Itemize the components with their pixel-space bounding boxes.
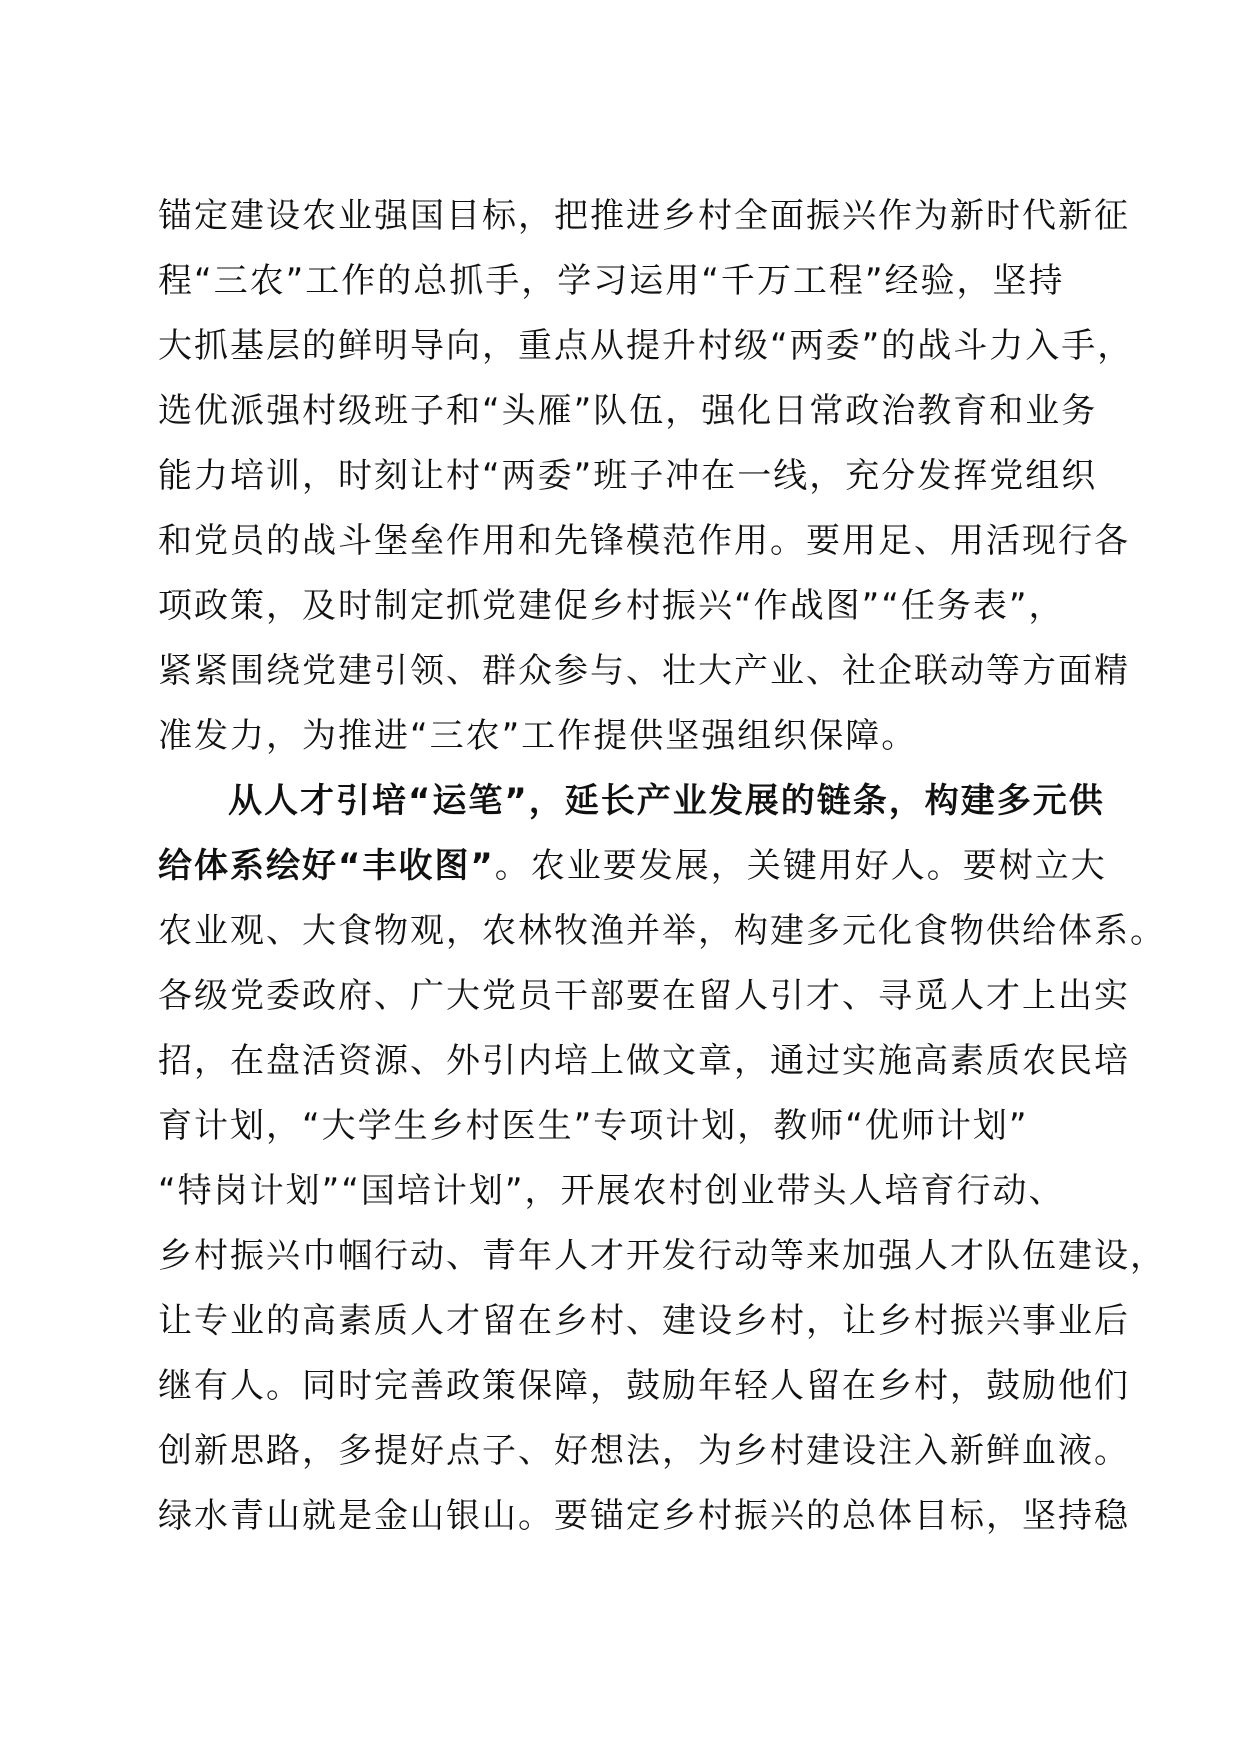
paragraph-1-line: 锚定建设农业强国目标，把推进乡村全面振兴作为新时代新征 <box>158 196 1130 236</box>
paragraph-1 <box>158 184 1134 769</box>
paragraph-2-line: “特岗计划”“国培计划”，开展农村创业带头人培育行动、 <box>158 1171 1065 1211</box>
paragraph-2-line: 让专业的高素质人才留在乡村、建设乡村，让乡村振兴事业后 <box>158 1301 1130 1341</box>
paragraph-2-line-text: 。农业要发展，关键用好人。要树立大 <box>494 846 1107 886</box>
paragraph-2-line: 乡村振兴巾帼行动、青年人才开发行动等来加强人才队伍建设， <box>158 1236 1166 1276</box>
paragraph-2-line: 各级党委政府、广大党员干部要在留人引才、寻觅人才上出实 <box>158 976 1130 1016</box>
paragraph-2-line <box>158 834 1107 899</box>
paragraph-1-line: 和党员的战斗堡垒作用和先锋模范作用。要用足、用活现行各 <box>158 521 1130 561</box>
paragraph-2 <box>158 899 1166 1549</box>
paragraph-1-line: 准发力，为推进“三农”工作提供坚强组织保障。 <box>158 716 918 756</box>
paragraph-2-line: 招，在盘活资源、外引内培上做文章，通过实施高素质农民培 <box>158 1041 1130 1081</box>
paragraph-1-line: 程“三农”工作的总抓手，学习运用“千万工程”经验，坚持 <box>158 261 1065 301</box>
paragraph-2-heading-line: 从人才引培“运笔”，延长产业发展的链条，构建多元供 <box>228 781 1105 821</box>
paragraph-2-line: 继有人。同时完善政策保障，鼓励年轻人留在乡村，鼓励他们 <box>158 1366 1130 1406</box>
paragraph-2-line: 农业观、大食物观，农林牧渔并举，构建多元化食物供给体系。 <box>158 911 1166 951</box>
body-text <box>158 184 1166 1549</box>
paragraph-2-heading-continuation: 给体系绘好“丰收图” <box>158 846 495 886</box>
paragraph-1-line: 项政策，及时制定抓党建促乡村振兴“作战图”“任务表”， <box>158 586 1065 626</box>
paragraph-1-line: 能力培训，时刻让村“两委”班子冲在一线，充分发挥党组织 <box>158 456 1098 496</box>
paragraph-1-line: 紧紧围绕党建引领、群众参与、壮大产业、社企联动等方面精 <box>158 651 1130 691</box>
paragraph-2-line: 育计划，“大学生乡村医生”专项计划，教师“优师计划” <box>158 1106 1029 1146</box>
paragraph-2-line: 创新思路，多提好点子、好想法，为乡村建设注入新鲜血液。 <box>158 1431 1130 1471</box>
paragraph-2-line: 绿水青山就是金山银山。要锚定乡村振兴的总体目标，坚持稳 <box>158 1496 1130 1536</box>
paragraph-1-line: 选优派强村级班子和“头雁”队伍，强化日常政治教育和业务 <box>158 391 1098 431</box>
paragraph-1-line: 大抓基层的鲜明导向，重点从提升村级“两委”的战斗力入手， <box>158 326 1134 366</box>
